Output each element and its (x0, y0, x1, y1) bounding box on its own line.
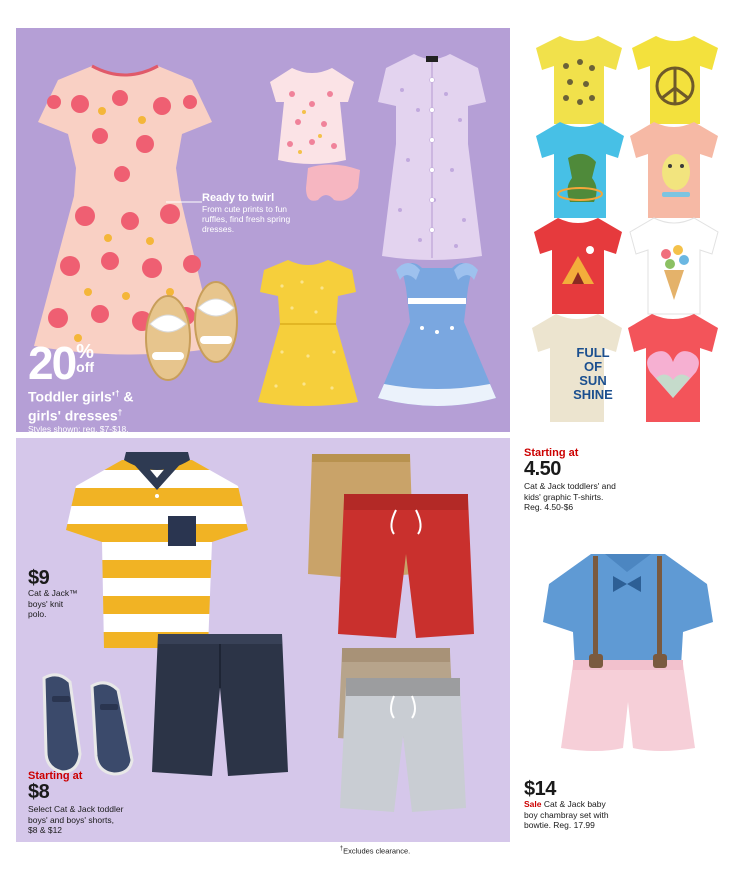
tshirt-red-camping (528, 214, 628, 318)
blue-dress-image (372, 258, 502, 408)
headline-line1: Toddler girls' (28, 388, 116, 405)
polo-desc-1: Cat & Jack™ (28, 588, 78, 598)
tshirt-pink-cat (624, 118, 724, 222)
callout (202, 192, 312, 234)
discount-number: 20 (28, 337, 76, 389)
chambray-price: $14 (524, 778, 556, 800)
tshirts-starting-label: Starting at (524, 447, 579, 459)
yellow-dress-image (252, 256, 364, 406)
discount-percent: % (76, 341, 94, 363)
navy-shorts-image (150, 630, 290, 778)
callout-title: Ready to twirl (202, 192, 275, 204)
headline-and: & (119, 388, 134, 405)
shorts-desc-1: Select Cat & Jack toddler (28, 804, 124, 814)
tshirt-blue-dino (530, 118, 630, 222)
chambray-desc-3: bowtie. Reg. 17.99 (524, 820, 595, 830)
striped-polo-image (62, 452, 252, 652)
tshirts-grid (520, 28, 740, 438)
headline-line1-mark: † (115, 389, 120, 398)
shorts-desc-3: $8 & $12 (28, 825, 63, 835)
tshirt-yellow-peace (626, 32, 724, 128)
tshirts-desc-3: Reg. 4.50-$6 (524, 502, 574, 512)
footer-text: Excludes clearance. (343, 846, 411, 856)
chambray-desc-1: Cat & Jack baby (541, 799, 606, 809)
discount-off: off (76, 359, 95, 375)
headline-line2: girls' dresses (28, 407, 118, 424)
dresses-promo (28, 337, 228, 444)
tshirt-white-icecream (624, 214, 724, 318)
chambray-shorts-image (338, 674, 468, 814)
shirt-text-sun: SUN (579, 373, 607, 388)
shorts-starting-label: Starting at (28, 770, 83, 782)
tshirts-price: 4.50 (524, 458, 561, 480)
promo-headline (28, 386, 228, 423)
shirt-text-full: FULL (576, 345, 610, 360)
slip-on-shoes-image (34, 668, 144, 778)
polo-desc-2: boys' knit (28, 598, 64, 609)
fine-print-1: Styles shown: reg. $7-$18, (28, 424, 129, 435)
shorts-desc-2: boys' and boys' shorts, (28, 814, 114, 825)
lavender-dress-image (372, 50, 492, 260)
shirt-text-shine: SHINE (573, 387, 613, 402)
tshirts-price-block (524, 447, 724, 513)
footer-mark: † (339, 846, 344, 852)
chambray-sale-label: Sale (524, 799, 542, 809)
tshirt-graphic-text (564, 346, 622, 402)
shorts-price: $8 (28, 781, 50, 803)
tshirts-desc-1: Cat & Jack toddlers' and (524, 481, 616, 491)
chambray-desc-line1 (524, 799, 724, 810)
callout-line (166, 200, 206, 204)
dresses-panel (16, 28, 510, 435)
polo-desc-3: polo. (28, 609, 47, 619)
polo-price: $9 (28, 567, 50, 589)
polo-price-block (28, 568, 128, 620)
headline-line2-mark: † (117, 407, 123, 417)
shorts-price-block (28, 770, 158, 836)
footer-note (0, 846, 750, 856)
tshirt-yellow-bugs (530, 32, 628, 128)
tshirt-coral-heart (622, 310, 724, 426)
chambray-desc-2: boy chambray set with (524, 809, 609, 820)
tshirts-desc-2: kids' graphic T-shirts. (524, 491, 604, 502)
chambray-price-block (524, 779, 724, 831)
chambray-set-image (535, 542, 720, 757)
boys-panel (16, 438, 510, 842)
shirt-text-of: OF (583, 359, 603, 374)
callout-text: From cute prints to fun ruffles, find fresh spring dresses. (202, 204, 291, 234)
red-shorts-image (336, 490, 476, 640)
